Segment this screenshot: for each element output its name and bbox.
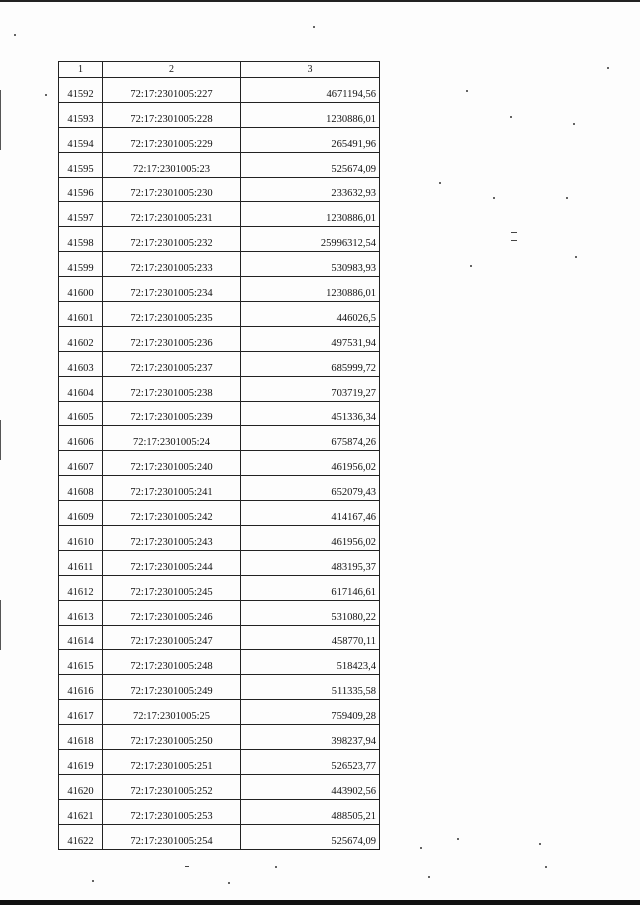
table-row — [59, 127, 380, 152]
row-number-cell: 41595 — [59, 152, 103, 177]
table-row — [59, 476, 380, 501]
cadastral-number-cell: 72:17:2301005:24 — [103, 426, 241, 451]
table-row — [59, 401, 380, 426]
cadastral-number-cell: 72:17:2301005:245 — [103, 575, 241, 600]
table-row — [59, 227, 380, 252]
cadastral-value-cell: 458770,11 — [241, 625, 380, 650]
row-number-cell: 41598 — [59, 227, 103, 252]
table-header-row — [59, 62, 380, 78]
scan-speck — [457, 838, 459, 840]
cadastral-number-cell: 72:17:2301005:244 — [103, 550, 241, 575]
row-number-cell: 41616 — [59, 675, 103, 700]
scan-bottom-edge — [0, 900, 640, 905]
cadastral-number-cell: 72:17:2301005:250 — [103, 725, 241, 750]
cadastral-value-cell: 233632,93 — [241, 177, 380, 202]
row-number-cell: 41600 — [59, 277, 103, 302]
cadastral-number-cell: 72:17:2301005:23 — [103, 152, 241, 177]
row-number-cell: 41602 — [59, 326, 103, 351]
table-row — [59, 351, 380, 376]
cadastral-value-table — [58, 61, 380, 850]
cadastral-number-cell: 72:17:2301005:253 — [103, 799, 241, 824]
scan-speck — [493, 197, 495, 199]
cadastral-value-cell: 1230886,01 — [241, 102, 380, 127]
scan-speck — [545, 866, 547, 868]
cadastral-number-cell: 72:17:2301005:229 — [103, 127, 241, 152]
table-row — [59, 824, 380, 849]
cadastral-number-cell: 72:17:2301005:236 — [103, 326, 241, 351]
row-number-cell: 41592 — [59, 78, 103, 103]
cadastral-value-cell: 617146,61 — [241, 575, 380, 600]
scan-speck — [92, 880, 94, 882]
cadastral-value-cell: 530983,93 — [241, 252, 380, 277]
column-header-number: 1 — [59, 62, 103, 78]
table-row — [59, 575, 380, 600]
row-number-cell: 41607 — [59, 451, 103, 476]
row-number-cell: 41614 — [59, 625, 103, 650]
row-number-cell: 41618 — [59, 725, 103, 750]
row-number-cell: 41603 — [59, 351, 103, 376]
table-row — [59, 625, 380, 650]
cadastral-value-cell: 414167,46 — [241, 501, 380, 526]
cadastral-number-cell: 72:17:2301005:227 — [103, 78, 241, 103]
cadastral-value-cell: 398237,94 — [241, 725, 380, 750]
cadastral-number-cell: 72:17:2301005:251 — [103, 750, 241, 775]
scan-speck — [607, 67, 609, 69]
cadastral-value-cell: 526523,77 — [241, 750, 380, 775]
cadastral-value-cell: 525674,09 — [241, 152, 380, 177]
row-number-cell: 41612 — [59, 575, 103, 600]
cadastral-value-cell: 443902,56 — [241, 774, 380, 799]
row-number-cell: 41622 — [59, 824, 103, 849]
table-row — [59, 700, 380, 725]
table-row — [59, 202, 380, 227]
cadastral-value-cell: 675874,26 — [241, 426, 380, 451]
cadastral-number-cell: 72:17:2301005:239 — [103, 401, 241, 426]
scan-speck — [566, 197, 568, 199]
row-number-cell: 41593 — [59, 102, 103, 127]
table-row — [59, 725, 380, 750]
cadastral-number-cell: 72:17:2301005:241 — [103, 476, 241, 501]
row-number-cell: 41619 — [59, 750, 103, 775]
table-row — [59, 675, 380, 700]
scan-dash — [185, 866, 189, 867]
scan-speck — [470, 265, 472, 267]
table-row — [59, 376, 380, 401]
scan-speck — [466, 90, 468, 92]
cadastral-number-cell: 72:17:2301005:235 — [103, 302, 241, 327]
cadastral-value-cell: 25996312,54 — [241, 227, 380, 252]
row-number-cell: 41610 — [59, 526, 103, 551]
cadastral-number-cell: 72:17:2301005:231 — [103, 202, 241, 227]
table-row — [59, 650, 380, 675]
table-row — [59, 326, 380, 351]
row-number-cell: 41597 — [59, 202, 103, 227]
cadastral-value-cell: 1230886,01 — [241, 277, 380, 302]
cadastral-value-cell: 4671194,56 — [241, 78, 380, 103]
cadastral-number-cell: 72:17:2301005:25 — [103, 700, 241, 725]
cadastral-number-cell: 72:17:2301005:254 — [103, 824, 241, 849]
scan-speck — [228, 882, 230, 884]
row-number-cell: 41611 — [59, 550, 103, 575]
cadastral-value-cell: 525674,09 — [241, 824, 380, 849]
cadastral-value-cell: 488505,21 — [241, 799, 380, 824]
table-row — [59, 799, 380, 824]
cadastral-number-cell: 72:17:2301005:252 — [103, 774, 241, 799]
cadastral-value-cell: 703719,27 — [241, 376, 380, 401]
cadastral-number-cell: 72:17:2301005:242 — [103, 501, 241, 526]
cadastral-number-cell: 72:17:2301005:247 — [103, 625, 241, 650]
scan-speck — [45, 94, 47, 96]
cadastral-value-cell: 759409,28 — [241, 700, 380, 725]
cadastral-value-cell: 451336,34 — [241, 401, 380, 426]
table-row — [59, 152, 380, 177]
cadastral-value-cell: 685999,72 — [241, 351, 380, 376]
row-number-cell: 41620 — [59, 774, 103, 799]
table-row — [59, 78, 380, 103]
cadastral-value-cell: 483195,37 — [241, 550, 380, 575]
cadastral-number-cell: 72:17:2301005:238 — [103, 376, 241, 401]
table-row — [59, 600, 380, 625]
cadastral-value-cell: 1230886,01 — [241, 202, 380, 227]
scan-top-edge — [0, 0, 640, 2]
cadastral-number-cell: 72:17:2301005:234 — [103, 277, 241, 302]
table-row — [59, 526, 380, 551]
row-number-cell: 41594 — [59, 127, 103, 152]
row-number-cell: 41621 — [59, 799, 103, 824]
scan-speck — [428, 876, 430, 878]
scan-speck — [275, 866, 277, 868]
cadastral-number-cell: 72:17:2301005:232 — [103, 227, 241, 252]
column-header-value: 3 — [241, 62, 380, 78]
cadastral-value-cell: 265491,96 — [241, 127, 380, 152]
row-number-cell: 41615 — [59, 650, 103, 675]
table-body — [59, 78, 380, 850]
table-row — [59, 550, 380, 575]
scan-speck — [573, 123, 575, 125]
table-row — [59, 252, 380, 277]
table-row — [59, 774, 380, 799]
table-row — [59, 302, 380, 327]
cadastral-value-cell: 461956,02 — [241, 451, 380, 476]
cadastral-number-cell: 72:17:2301005:233 — [103, 252, 241, 277]
row-number-cell: 41613 — [59, 600, 103, 625]
row-number-cell: 41608 — [59, 476, 103, 501]
cadastral-value-cell: 461956,02 — [241, 526, 380, 551]
cadastral-value-cell: 531080,22 — [241, 600, 380, 625]
row-number-cell: 41604 — [59, 376, 103, 401]
table-row — [59, 501, 380, 526]
cadastral-number-cell: 72:17:2301005:248 — [103, 650, 241, 675]
table-row — [59, 177, 380, 202]
row-number-cell: 41601 — [59, 302, 103, 327]
cadastral-value-cell: 446026,5 — [241, 302, 380, 327]
scan-dash — [511, 240, 517, 241]
cadastral-number-cell: 72:17:2301005:240 — [103, 451, 241, 476]
scan-margin-mark — [0, 600, 1, 650]
scan-speck — [420, 847, 422, 849]
table-row — [59, 102, 380, 127]
cadastral-number-cell: 72:17:2301005:228 — [103, 102, 241, 127]
cadastral-number-cell: 72:17:2301005:230 — [103, 177, 241, 202]
row-number-cell: 41609 — [59, 501, 103, 526]
scan-margin-mark — [0, 420, 1, 460]
table-row — [59, 277, 380, 302]
scan-speck — [510, 116, 512, 118]
column-header-cadastral-number: 2 — [103, 62, 241, 78]
row-number-cell: 41599 — [59, 252, 103, 277]
scan-speck — [439, 182, 441, 184]
scan-dash — [511, 232, 517, 233]
cadastral-number-cell: 72:17:2301005:246 — [103, 600, 241, 625]
cadastral-value-cell: 518423,4 — [241, 650, 380, 675]
cadastral-number-cell: 72:17:2301005:237 — [103, 351, 241, 376]
cadastral-value-cell: 497531,94 — [241, 326, 380, 351]
scan-speck — [575, 256, 577, 258]
scan-margin-mark — [0, 90, 1, 150]
row-number-cell: 41605 — [59, 401, 103, 426]
cadastral-value-cell: 652079,43 — [241, 476, 380, 501]
table-row — [59, 451, 380, 476]
scan-speck — [539, 843, 541, 845]
row-number-cell: 41606 — [59, 426, 103, 451]
cadastral-value-cell: 511335,58 — [241, 675, 380, 700]
cadastral-number-cell: 72:17:2301005:249 — [103, 675, 241, 700]
scan-speck — [14, 34, 16, 36]
row-number-cell: 41617 — [59, 700, 103, 725]
row-number-cell: 41596 — [59, 177, 103, 202]
scan-speck — [313, 26, 315, 28]
table-row — [59, 426, 380, 451]
cadastral-number-cell: 72:17:2301005:243 — [103, 526, 241, 551]
table-row — [59, 750, 380, 775]
